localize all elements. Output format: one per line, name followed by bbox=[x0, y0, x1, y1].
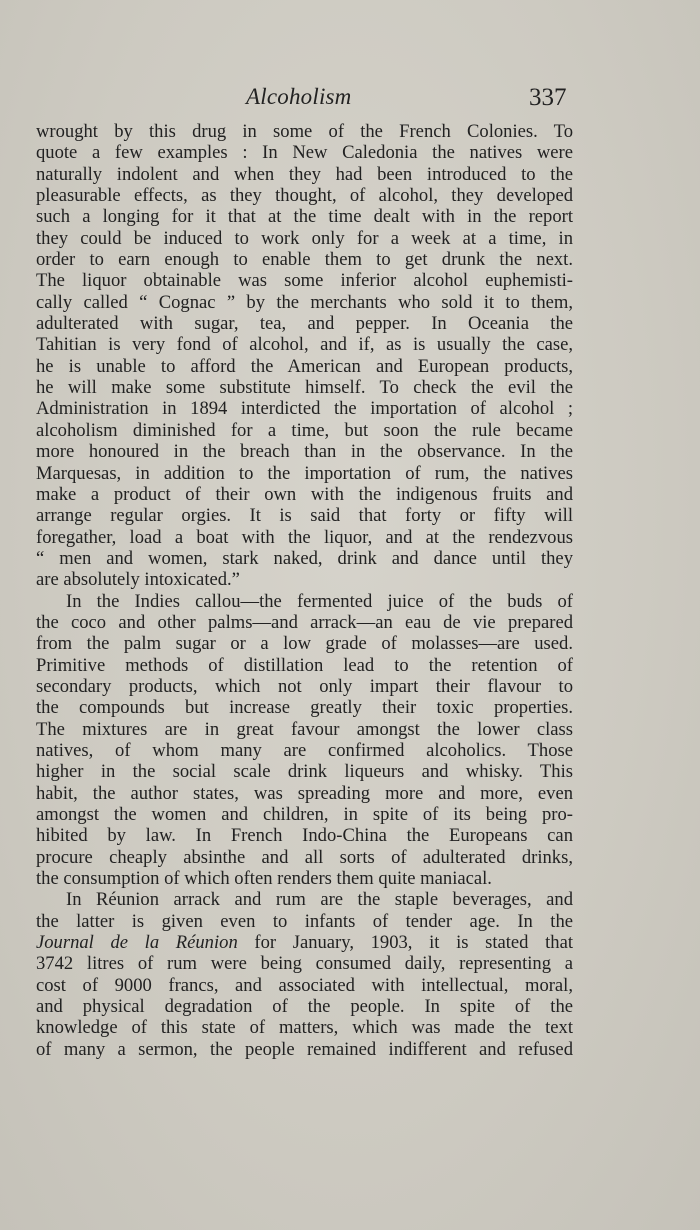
text-line: he will make some substitute himself. To check the evil the bbox=[36, 377, 573, 399]
journal-title: Journal de la Réunion bbox=[36, 932, 238, 954]
text-line: from the palm sugar or a low grade of molasses—are used. bbox=[36, 633, 573, 655]
text-line: he is unable to afford the American and European products, bbox=[36, 355, 573, 377]
text-line: of many a sermon, the people remained indifferent and refused bbox=[36, 1038, 573, 1060]
text-line: higher in the social scale drink liqueurs and whisky. This bbox=[36, 761, 573, 783]
text-line: The mixtures are in great favour amongst the lower class bbox=[36, 718, 573, 740]
running-head: Alcoholism bbox=[246, 84, 352, 109]
text-line: the compounds but increase greatly their toxic properties. bbox=[36, 697, 573, 719]
text-line: The liquor obtainable was some inferior alcohol euphemisti- bbox=[36, 270, 573, 292]
text-line: more honoured in the breach than in the observance. In the bbox=[36, 441, 573, 463]
text-line: cally called “ Cognac ” by the merchants who sold it to them, bbox=[36, 291, 573, 313]
text-line: cost of 9000 francs, and associated with intellectual, moral, bbox=[36, 974, 573, 996]
text-line: Primitive methods of distillation lead to the retention of bbox=[36, 654, 573, 676]
text-line: amongst the women and children, in spite of its being pro- bbox=[36, 804, 573, 825]
text-line: In Réunion arrack and rum are the staple beverages, and bbox=[66, 889, 573, 911]
text-line: are absolutely intoxicated.” bbox=[36, 569, 240, 591]
text-line: knowledge of this state of matters, which was made the text bbox=[36, 1017, 573, 1039]
page-number: 337 bbox=[529, 84, 567, 111]
text-line-with-italic bbox=[36, 932, 573, 953]
text-line: Administration in 1894 interdicted the importation of alcohol ; bbox=[36, 398, 573, 420]
text-line: arrange regular orgies. It is said that forty or fifty will bbox=[36, 505, 573, 527]
text-line: “ men and women, stark naked, drink and dance until they bbox=[36, 547, 573, 569]
text-line: Marquesas, in addition to the importation of rum, the natives bbox=[36, 462, 573, 484]
text-line: pleasurable effects, as they thought, of alcohol, they developed bbox=[36, 185, 573, 207]
text-line: and physical degradation of the people. In spite of the bbox=[36, 996, 573, 1018]
text-line: 3742 litres of rum were being consumed daily, representing a bbox=[36, 953, 573, 975]
text-line: the coco and other palms—and arrack—an eau de vie prepared bbox=[36, 611, 573, 633]
text-line: such a longing for it that at the time dealt with in the report bbox=[36, 206, 573, 228]
text-line: natives, of whom many are confirmed alcoholics. Those bbox=[36, 739, 573, 761]
text-line: habit, the author states, was spreading more and more, even bbox=[36, 782, 573, 804]
text-line: naturally indolent and when they had been introduced to the bbox=[36, 163, 573, 185]
text-line: foregather, load a boat with the liquor, and at the rendezvous bbox=[36, 526, 573, 548]
page-header bbox=[0, 82, 700, 118]
body-text bbox=[36, 121, 573, 1060]
text-line: order to earn enough to enable them to get drunk the next. bbox=[36, 249, 573, 271]
text-line: quote a few examples : In New Caledonia the natives were bbox=[36, 142, 573, 164]
text-fragment: for January, 1903, it is stated that bbox=[237, 932, 574, 954]
text-line: Tahitian is very fond of alcohol, and if, as is usually the case, bbox=[36, 334, 573, 356]
text-line: the latter is given even to infants of tender age. In the bbox=[36, 910, 573, 932]
text-line: alcoholism diminished for a time, but soon the rule became bbox=[36, 419, 573, 441]
text-line: procure cheaply absinthe and all sorts of adulterated drinks, bbox=[36, 846, 573, 868]
text-line: wrought by this drug in some of the French Colonies. To bbox=[36, 121, 573, 142]
text-line: secondary products, which not only impart their flavour to bbox=[36, 675, 573, 697]
text-line: In the Indies callou—the fermented juice of the buds of bbox=[66, 590, 573, 612]
text-line: the consumption of which often renders them quite maniacal. bbox=[36, 868, 492, 890]
text-line: they could be induced to work only for a week at a time, in bbox=[36, 227, 573, 249]
text-line: make a product of their own with the indigenous fruits and bbox=[36, 483, 573, 505]
text-line: adulterated with sugar, tea, and pepper. In Oceania the bbox=[36, 313, 573, 335]
text-line: hibited by law. In French Indo-China the Europeans can bbox=[36, 825, 573, 847]
